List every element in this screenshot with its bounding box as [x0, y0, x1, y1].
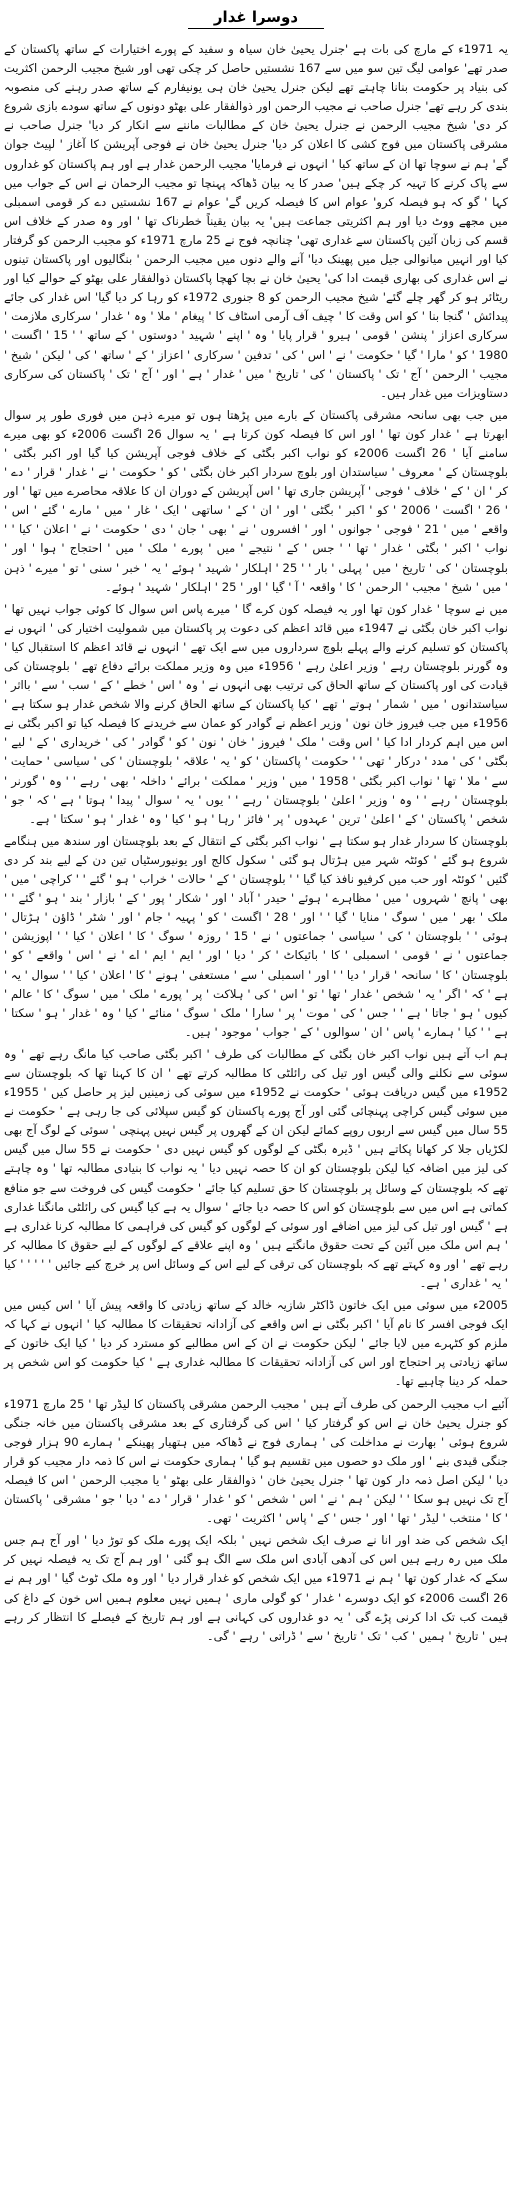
- paragraph: ایک شخص کی ضد اور انا نے صرف ایک شخص نہیں ' بلکہ ایک پورے ملک کو توڑ دیا ' اور آج ہم جس ملک میں رہ رہے ہیں اس کی آدھی آبادی اس ملک سے الگ ہو گئی ' اور ہم آج تک یہ فیصلہ نہیں کر سکے کہ غدار کون تھا ' ہم نے 1971ء میں ایک شخص کو غدار قرار دیا ' اور وہ ملک ٹوٹ گیا ' اور ہم نے 26 اگست 2006ء کو ایک دوسرے ' غدار ' کو گولی ماری ' ہمیں نہیں معلوم ہمیں اس خون کے داغ کی قیمت کب تک ادا کرنی پڑے گی ' یہ دو غداروں کی کہانی ہے اور ہم تاریخ کے فیصلے کا انتظار کر رہے ہیں ' تاریخ ' ہمیں ' کب ' تک ' تاریخ ' سے ' ڈراتی ' رہے ' گی۔: [4, 1533, 509, 1643]
- title-underline: [188, 28, 324, 29]
- paragraph: 2005ء میں سوئی میں ایک خاتون ڈاکٹر شازیہ خالد کے ساتھ زیادتی کا واقعہ پیش آیا ' اس کیس میں ایک فوجی افسر کا نام آیا ' اکبر بگٹی نے اس واقعے کی آزادانہ تحقیقات کا مطالبہ کیا ' انہوں نے کہا کہ ملزم کو کٹہرے میں لایا جائے ' لیکن حکومت نے ان کے اس مطالبے کو مسترد کر دیا ' کیا ایک خاتون کے ساتھ زیادتی پر احتجاج اور اس کی آزادانہ تحقیقات کا مطالبہ غداری ہے ' کیا حکومت کو اس شخص پر حملہ کر دینا چاہیے تھا۔: [4, 1298, 508, 1389]
- paragraph: آئیے اب مجیب الرحمن کی طرف آتے ہیں ' مجیب الرحمن مشرقی پاکستان کا لیڈر تھا ' 25 مارچ 1971ء کو جنرل یحییٰ خان نے اس کو گرفتار کیا ' اس کی گرفتاری کے بعد مشرقی پاکستان میں خانہ جنگی شروع ہوئی ' بھارت نے مداخلت کی ' ہماری فوج نے ڈھاکہ میں ہتھیار پھینکے ' ہمارے 90 ہزار فوجی جنگی قیدی بنے ' اور ملک دو حصوں میں تقسیم ہو گیا ' ہماری حکومت نے اس کا ذمہ دار مجیب کو قرار دیا ' لیکن اصل ذمہ دار کون تھا ' جنرل یحییٰ خان ' ذوالفقار علی بھٹو ' یا مجیب الرحمن ' اس کا فیصلہ آج تک نہیں ہو سکا ' ' لیکن ' ہم ' نے ' اس ' شخص ' کو ' غدار ' قرار ' دے ' دیا ' جو ' مشرقی ' پاکستان ' کا ' منتخب ' لیڈر ' تھا ' اور ' جس ' کے ' پاس ' اکثریت ' تھی۔: [4, 1396, 509, 1526]
- paragraph: میں نے سوچا ' غدار کون تھا اور یہ فیصلہ کون کرے گا ' میرے پاس اس سوال کا کوئی جواب نہیں تھا ' نواب اکبر خان بگٹی نے 1947ء میں قائد اعظم کی دعوت پر پاکستان میں شمولیت اختیار کی ' انہوں نے پاکستان کو تسلیم کرنے والے پہلے بلوچ سرداروں میں سے ایک تھے ' انہوں نے قائد اعظم کا استقبال کیا ' وہ گورنر بلوچستان رہے ' وزیر اعلیٰ رہے ' 1956ء میں وہ وزیر مملکت برائے دفاع تھے ' بلوچستان کی قیادت کی اور پاکستان کے ساتھ الحاق کی ترتیب بھی انہوں نے ' وہ ' اس ' خطے ' کے ' سب ' سے ' بااثر ' سیاستدانوں ' میں ' شمار ' ہوتے ' تھے ' کیا پاکستان کے ساتھ الحاق کرنے والا شخص غدار ہو سکتا ہے ' 1956ء میں جب فیروز خان نون ' وزیر اعظم نے گوادر کو عمان سے خریدنے کا فیصلہ کیا تو اکبر بگٹی نے اس میں اہم کردار ادا کیا ' اس وقت ' ملک ' فیروز ' خان ' نون ' کو ' گوادر ' کی ' خریداری ' کے ' لیے ' بگٹی ' کی ' مدد ' درکار ' تھی ' ' حکومت ' پاکستان ' کو ' یہ ' علاقہ ' بلوچستان ' کی ' سیاسی ' حمایت ' سے ' ملا ' تھا ' نواب اکبر بگٹی ' 1958 ' میں ' وزیر ' مملکت ' برائے ' داخلہ ' بھی ' رہے ' ' وہ ' گورنر ' بلوچستان ' رہے ' ' وہ ' وزیر ' اعلیٰ ' بلوچستان ' رہے ' ' یوں ' یہ ' سوال ' پیدا ' ہوتا ' ہے ' کہ ' جو ' شخص ' پاکستان ' کے ' اعلیٰ ' ترین ' عہدوں ' پر ' فائز ' رہا ' ہو ' کیا ' وہ ' غدار ' ہو ' سکتا ' ہے۔: [4, 601, 509, 826]
- paragraph: ہم اب آتے ہیں نواب اکبر خان بگٹی کے مطالبات کی طرف ' اکبر بگٹی صاحب کیا مانگ رہے تھے ' وہ سوئی سے نکلنے والی گیس اور تیل کی رائلٹی کا مطالبہ کرتے تھے ' ان کا کہنا تھا کہ بلوچستان سے 1952ء میں گیس دریافت ہوئی ' حکومت نے 1952ء میں سوئی کی زمینیں لیز پر حاصل کیں ' 1955ء میں سوئی گیس کراچی پہنچائی گئی اور آج پورے پاکستان کو گیس سپلائی کی جا رہی ہے ' حکومت نے 55 سال میں گیس سے اربوں روپے کمائے لیکن ان کے گھروں پر گیس نہیں پہنچی ' سوئی کے لوگ آج بھی لکڑیاں جلا کر کھانا پکاتے ہیں ' ڈیرہ بگٹی کے لوگوں کو گیس نہیں دی ' حکومت نے 55 سال میں گیس کی لیز میں اضافہ کیا لیکن بلوچستان کو ان کا حصہ نہیں دیا ' یہ نواب کا بنیادی مطالبہ تھا ' وہ چاہتے تھے کہ بلوچستان کے وسائل پر بلوچستان کا حق تسلیم کیا جائے ' حکومت گیس کی فروخت سے جو منافع کماتی ہے اس میں سے بلوچستان کو اس کا حصہ دیا جائے ' سوال یہ ہے کیا گیس کی رائلٹی مانگنا غداری ہے ' گیس اور تیل کی لیز میں اضافے اور سوئی کے لوگوں کو گیس کی فراہمی کا مطالبہ کرنا غداری ہے ' ہم اس ملک میں آئین کے تحت حقوق مانگتے ہیں ' وہ اپنے علاقے کے لوگوں کے لیے حقوق کا مطالبہ کر رہے تھے ' اور وہ کہتے تھے کہ بلوچستان کی ترقی کے لیے اس کے وسائل اس پر خرچ کیے جائیں ' ' ' ' ' کیا ' یہ ' غداری ' ہے۔: [4, 1046, 509, 1290]
- paragraph: یہ 1971ء کے مارچ کی بات ہے 'جنرل یحییٰ خان سیاہ و سفید کے پورے اختیارات کے ساتھ پاکستان کے صدر تھے' عوامی لیگ تین سو میں سے 167 نشستیں حاصل کر چکی تھی اور شیخ مجیب الرحمن اکثریت کی بنیاد پر حکومت بنانا چاہتے تھے لیکن جنرل یحییٰ خان ہی یونیفارم کے ساتھ صدر رہنے کی منصوبہ بندی کر رہے تھے' جنرل صاحب نے مجیب الرحمن اور ذوالفقار علی بھٹو دونوں کے ساتھ سودے بازی شروع کر دی' شیخ مجیب الرحمن نے جنرل یحییٰ خان کے مطالبات ماننے سے انکار کر دیا' جنرل صاحب نے مشرقی پاکستان میں فوج کشی کا اعلان کر دیا' جنرل یحییٰ خان نے فوجی آپریشن کا آغاز ' لپیٹ جوان گے' ہم نے سوچا تھا ان کے ساتھ کیا ' انہوں نے فرمایا' مجیب الرحمن غدار ہے اور ہم پاکستان کو غداروں سے پاک کرنے کا تہیہ کر چکے ہیں' صدر کا یہ بیان ڈھاکہ پہنچا تو مجیب الرحمان نے اس کے جواب میں کہا ' گو کہ ہو فیصلہ کرو' عوام اس کا فیصلہ کریں گے' عوام نے 167 نشستیں دے کر قومی اسمبلی میں مجھے ووٹ دیا اور ہم اکثریتی جماعت ہیں' یہ بیان یقیناً خطرناک تھا ' اور وہ صدر کے خلاف اس قسم کی زبان آئین پاکستان سے غداری تھی' چنانچہ فوج نے 25 مارچ 1971ء کو مجیب الرحمن کو گرفتار کیا اور انہیں میانوالی جیل میں پھینک دیا' آنے والے دنوں میں مجیب الرحمن ' بنگالیوں اور پاکستان تینوں نے اس غداری کی بھاری قیمت ادا کی' یحییٰ خان نے بچا کھچا پاکستان ذوالفقار علی بھٹو کے حوالے کیا اور ریٹائر ہو کر گھر چلے گئے' شیخ مجیب الرحمن کو 8 جنوری 1972ء کو رہا کر دیا گیا' اس غدار کی جائے پیدائش ' گنجا بنا ' کو اس وقت کا ' چیف آف آرمی اسٹاف کا ' پیغام ' ملا ' وہ ' غدار ' سرکاری ملازمت ' سرکاری اعزاز ' پنشن ' قومی ' ہیرو ' قرار پایا ' وہ ' اپنے ' شہید ' دوستوں ' کے ساتھ ' ' 15 ' اگست ' 1980 ' کو ' مارا ' گیا ' حکومت ' نے ' اس ' کی ' تدفین ' سرکاری ' اعزاز ' کے ' ساتھ ' کی ' لیکن ' شیخ ' مجیب ' الرحمن ' آج ' تک ' پاکستان ' کی ' تاریخ ' میں ' غدار ' ہے ' اور ' آج ' تک ' پاکستان کی سرکاری دستاویزات میں غدار ہیں۔: [4, 42, 509, 400]
- paragraph: میں جب بھی سانحہ مشرقی پاکستان کے بارے میں پڑھتا ہوں تو میرے ذہن میں فوری طور پر سوال ابھرتا ہے ' غدار کون تھا ' اور اس کا فیصلہ کون کرتا ہے ' یہ سوال 26 اگست 2006ء کو بھی میرے سامنے آیا ' 26 اگست 2006ء کو نواب اکبر بگٹی کے خلاف فوجی آپریشن کیا گیا اور اکبر بگٹی ' بلوچستان کے ' معروف ' سیاستدان اور بلوچ سردار اکبر خان بگٹی ' کو ' حکومت ' نے ' غدار ' قرار ' دے ' کر ' ان ' کے ' خلاف ' فوجی ' آپریشن جاری تھا ' اس آپریشن کے دوران ان کا علاقہ محاصرے میں تھا ' اور ' 26 ' اگست ' 2006 ' کو ' اکبر ' بگٹی ' اور ' ان ' کے ' ساتھی ' ایک ' غار ' میں ' مارے ' گئے ' اس ' واقعے ' میں ' 21 ' فوجی ' جوانوں ' اور ' افسروں ' نے ' بھی ' جان ' دی ' حکومت ' نے ' اعلان ' کیا ' ' نواب ' اکبر ' بگٹی ' غدار ' تھا ' ' جس ' کے ' نتیجے ' میں ' پورے ' ملک ' میں ' احتجاج ' ہوا ' اور ' بلوچستان ' کی ' تاریخ ' میں ' پہلی ' بار ' ' 25 ' اہلکار ' شہید ' ہوئے ' یہ ' خبر ' سنی ' تو ' میرے ' ذہن ' میں ' شیخ ' مجیب ' الرحمن ' کا ' واقعہ ' آ ' گیا ' اور ' 25 ' اہلکار ' شہید ' ہوئے۔: [4, 407, 509, 594]
- paragraph: بلوچستان کا سردار غدار ہو سکتا ہے ' نواب اکبر بگٹی کے انتقال کے بعد بلوچستان اور سندھ میں ہنگامے شروع ہو گئے ' کوئٹہ شہر میں ہڑتال ہو گئی ' سکول کالج اور یونیورسٹیاں تین دن کے لیے بند کر دی گئیں ' کوئٹہ اور حب میں کرفیو نافذ کیا گیا ' ' بلوچستان ' کے ' حالات ' خراب ' ہو ' گئے ' ' کراچی ' میں ' بھی ' پانچ ' شہروں ' میں ' مظاہرے ' ہوئے ' حیدر ' آباد ' اور ' شکار ' پور ' کے ' بازار ' بند ' ہو ' گئے ' ' ملک ' بھر ' میں ' سوگ ' منایا ' گیا ' ' اور ' 28 ' اگست ' کو ' پہیہ ' جام ' اور ' شٹر ' ڈاؤن ' ہڑتال ' ہوئی ' ' بلوچستان ' کی ' سیاسی ' جماعتوں ' نے ' 15 ' روزہ ' سوگ ' کا ' اعلان ' کیا ' ' اپوزیشن ' جماعتوں ' نے ' قومی ' اسمبلی ' کا ' بائیکاٹ ' کر ' دیا ' اور ' ایم ' ایم ' اے ' نے ' اس ' واقعے ' کو ' بلوچستان ' کا ' سانحہ ' قرار ' دیا ' ' اور ' اسمبلی ' سے ' مستعفی ' ہونے ' کا ' اعلان ' کیا ' ' سوال ' یہ ' ہے ' کہ ' اگر ' یہ ' شخص ' غدار ' تھا ' تو ' اس ' کی ' ہلاکت ' پر ' پورے ' ملک ' میں ' سوگ ' کا ' عالم ' کیوں ' ہو ' جاتا ' ہے ' ' جس ' کی ' موت ' پر ' سارا ' ملک ' سوگ ' منائے ' کیا ' وہ ' غدار ' ہو ' سکتا ' ہے ' ' کیا ' ہمارے ' پاس ' ان ' سوالوں ' کے ' جواب ' موجود ' ہیں۔: [4, 833, 508, 1039]
- column-body: [4, 40, 508, 2190]
- column-title: دوسرا غدار: [213, 8, 299, 26]
